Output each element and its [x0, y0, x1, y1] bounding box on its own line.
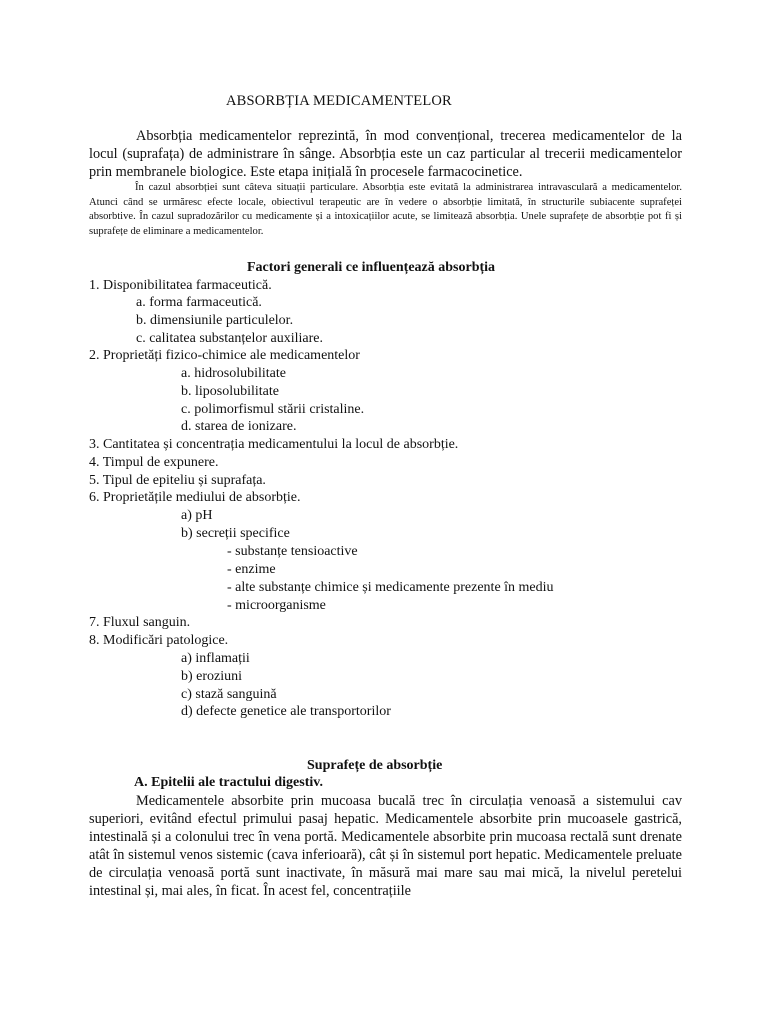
digestive-subheading: A. Epitelii ale tractului digestiv.: [134, 775, 323, 790]
factor-subitem: b. dimensiunile particulelor.: [136, 313, 294, 328]
factor-item: 3. Cantitatea și concentrația medicamentului la locul de absorbție.: [89, 437, 459, 452]
factor-detail: - substanțe tensioactive: [227, 544, 358, 559]
factor-item: 7. Fluxul sanguin.: [89, 615, 191, 630]
factor-detail: - alte substanțe chimice și medicamente prezente în mediu: [227, 580, 554, 595]
factor-detail: - enzime: [227, 562, 276, 577]
factor-detail: - microorganisme: [227, 598, 326, 613]
factor-subitem: a) pH: [181, 508, 213, 523]
factor-subitem: a) inflamații: [181, 651, 250, 666]
factor-item: 1. Disponibilitatea farmaceutică.: [89, 278, 272, 293]
factor-item: 6. Proprietățile mediului de absorbție.: [89, 490, 301, 505]
surfaces-heading: Suprafețe de absorbție: [307, 758, 443, 773]
factor-subitem: a. hidrosolubilitate: [181, 366, 286, 381]
intro-paragraph: Absorbția medicamentelor reprezintă, în mod convențional, trecerea medicamentelor de la locul (suprafața) de administrare în sânge. Absorbția este un caz particular al trecerii medicamentelor prin membranele biologice. Este etapa inițială în procesele farmacocinetice.: [89, 128, 682, 180]
factor-item: 8. Modificări patologice.: [89, 633, 229, 648]
factor-subitem: d) defecte genetice ale transportorilor: [181, 704, 391, 719]
special-note-paragraph: În cazul absorbției sunt câteva situații particulare. Absorbția este evitată la administrarea intravasculară a medicamentelor. Atunci când se urmăresc efecte locale, obiectivul terapeutic are în vedere o absorbție limitată, în structurile subiacente suprafeței absorbtive. În cazul supradozărilor cu medicamente și a intoxicațiilor acute, se limitează absorbția. Unele suprafețe de absorbție pot fi și suprafețe de eliminare a medicamentelor.: [89, 182, 682, 237]
digestive-paragraph: Medicamentele absorbite prin mucoasa bucală trec în circulația venoasă a sistemului cav superiori, evitând efectul primului pasaj hepatic. Medicamentele absorbite prin mucoasele gastrică, intestinală și a colonului trec în vena portă. Medicamentele absorbite prin mucoasa rectală sunt drenate atât în sistemul venos sistemic (cava inferioară), cât și în sistemul port hepatic. Medicamentele preluate de circulația venoasă portă sunt inactivate, în măsură mai mare sau mai mică, la nivelul peretelui intestinal și, mai ales, în ficat. În acest fel, concentrațiile: [89, 793, 682, 899]
document-title: ABSORBȚIA MEDICAMENTELOR: [226, 93, 452, 109]
factor-subitem: c) stază sanguină: [181, 687, 277, 702]
factor-item: 2. Proprietăți fizico-chimice ale medicamentelor: [89, 348, 360, 363]
factor-subitem: d. starea de ionizare.: [181, 419, 297, 434]
factor-item: 4. Timpul de expunere.: [89, 455, 219, 470]
factor-subitem: b) eroziuni: [181, 669, 243, 684]
factors-heading: Factori generali ce influențează absorbția: [247, 260, 496, 275]
factor-subitem: a. forma farmaceutică.: [136, 295, 262, 310]
factor-subitem: c. calitatea substanțelor auxiliare.: [136, 331, 323, 346]
factor-subitem: c. polimorfismul stării cristaline.: [181, 402, 365, 417]
factor-item: 5. Tipul de epiteliu și suprafața.: [89, 473, 266, 488]
factor-subitem: b) secreții specifice: [181, 526, 290, 541]
factor-subitem: b. liposolubilitate: [181, 384, 279, 399]
